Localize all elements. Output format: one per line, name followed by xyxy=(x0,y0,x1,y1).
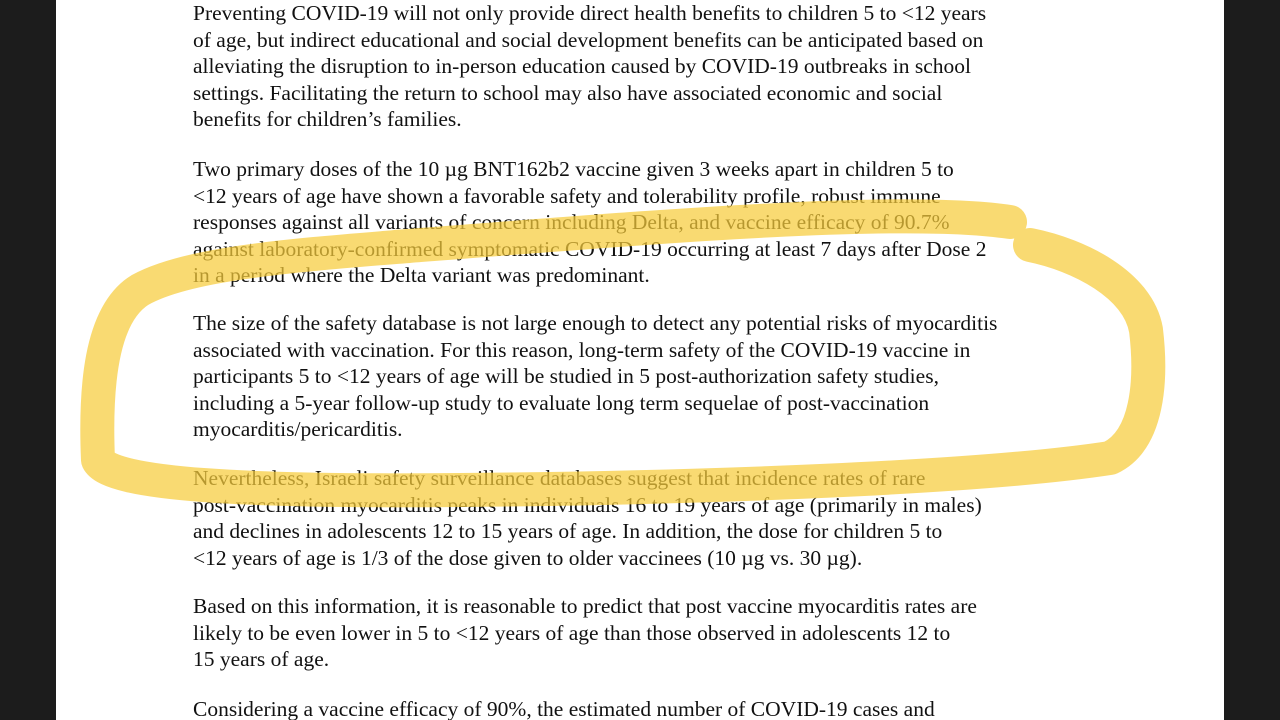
text-line: benefits for children’s families. xyxy=(193,107,462,131)
text-line: <12 years of age is 1/3 of the dose given to older vaccinees (10 µg vs. 30 µg). xyxy=(193,545,863,570)
text-line: of age, but indirect educational and social development benefits can be anticipated based on xyxy=(193,27,984,52)
paragraph-myocarditis-prediction xyxy=(193,593,977,673)
paragraph-israeli-surveillance xyxy=(193,465,982,571)
text-line: responses against all variants of concern including Delta, and vaccine efficacy of 90.7% xyxy=(193,210,950,234)
text-line: alleviating the disruption to in-person education caused by COVID-19 outbreaks in school xyxy=(193,54,972,78)
paragraph-school-benefits xyxy=(193,0,986,133)
text-line: associated with vaccination. For this reason, long-term safety of the COVID-19 vaccine in xyxy=(193,337,971,362)
text-line: post-vaccination myocarditis peaks in individuals 16 to 19 years of age (primarily in males) xyxy=(193,492,982,517)
text-line: myocarditis/pericarditis. xyxy=(193,417,403,441)
text-line: Based on this information, it is reasonable to predict that post vaccine myocarditis rates are xyxy=(193,594,977,618)
text-line: Preventing COVID-19 will not only provide direct health benefits to children 5 to <12 years xyxy=(193,1,987,25)
text-line: and declines in adolescents 12 to 15 years of age. In addition, the dose for children 5 to xyxy=(193,519,943,543)
text-line: in a period where the Delta variant was predominant. xyxy=(193,263,650,287)
text-line: settings. Facilitating the return to school may also have associated economic and social xyxy=(193,80,943,105)
text-line: <12 years of age have shown a favorable safety and tolerability profile, robust immune xyxy=(193,183,941,208)
text-line: The size of the safety database is not large enough to detect any potential risks of myocarditis xyxy=(193,311,998,335)
text-line: 15 years of age. xyxy=(193,647,330,671)
text-line: participants 5 to <12 years of age will be studied in 5 post-authorization safety studies, xyxy=(193,364,939,388)
paragraph-vaccine-efficacy xyxy=(193,156,986,289)
document-page xyxy=(56,0,1224,720)
paragraph-estimated-cases xyxy=(193,696,935,720)
text-line: likely to be even lower in 5 to <12 years of age than those observed in adolescents 12 to xyxy=(193,620,951,645)
text-line: Nevertheless, Israeli safety surveillance databases suggest that incidence rates of rare xyxy=(193,466,926,490)
text-line: Considering a vaccine efficacy of 90%, the estimated number of COVID-19 cases and xyxy=(193,697,935,720)
text-line: against laboratory-confirmed symptomatic COVID-19 occurring at least 7 days after Dose 2 xyxy=(193,236,987,261)
text-line: including a 5-year follow-up study to evaluate long term sequelae of post-vaccination xyxy=(193,390,930,415)
text-line: Two primary doses of the 10 µg BNT162b2 vaccine given 3 weeks apart in children 5 to xyxy=(193,157,954,181)
paragraph-safety-database xyxy=(193,310,997,443)
